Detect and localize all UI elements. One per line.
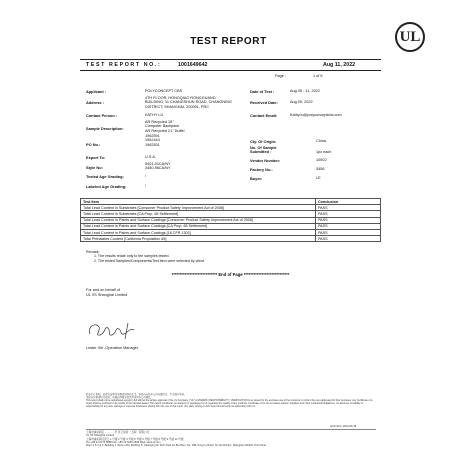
report-no-label: TEST REPORT NO.: xyxy=(86,62,162,68)
contact-person-label: Contact Person : xyxy=(86,113,118,118)
footer-company: UL VS Shanghai Limited xyxy=(86,434,115,438)
po-line: 1962591 xyxy=(145,134,160,138)
footer-cn-company: 上海市浦东新区…………号 优艾实验（上海）有限公司 xyxy=(86,431,149,434)
footer-cn-line: 除非另有说明，此报告结果仅对测试的样品负责。本报告未经本公司书面许可，不可部分复制。 xyxy=(86,393,187,396)
contact-email-value: Kathy.lu@polyconceptcbs.com xyxy=(290,113,342,117)
footer-divider xyxy=(86,429,376,430)
remark-item: 2. The tested Samples/Components/Test item were selected by client. xyxy=(94,258,205,263)
signature-image xyxy=(84,318,144,342)
address-line: BUILDING, 11 CHANGSHUN ROAD, CHANGNING xyxy=(145,100,232,105)
labeled-age-grading-value: / xyxy=(145,184,147,188)
sample-line: AR Recycled 21" Duffel xyxy=(145,128,185,133)
style-no-label: Style No: xyxy=(86,165,103,170)
buyer-label: Buyer: xyxy=(250,176,263,181)
tested-age-grading-value: / xyxy=(145,174,147,178)
ul-logo: UL xyxy=(395,22,425,52)
col-conclusion: Conclusion xyxy=(316,199,381,205)
test-item: Total Lead Content in Paints and Surface Coatings [CA Prop. 65 Settlement] xyxy=(81,223,316,229)
footer-company-block xyxy=(86,431,376,447)
sample-line: AR Recycled 15" xyxy=(145,120,174,124)
footer-cn-line: 本报告仅供委托方使用，如需获得更多信息请访问本公司网站。 xyxy=(86,396,153,400)
address-line: 4TH FLOOR, HONGQIAO RONGGUANG xyxy=(145,96,216,100)
remark-item: 1. The results relate only to the samples tested. xyxy=(94,254,170,259)
date-of-test-label: Date of Test : xyxy=(250,89,275,94)
factory-no-label: Factory No.: xyxy=(250,167,273,172)
po-no-value xyxy=(145,134,160,147)
test-item: Total Phthalates Content [California Proposition 65] xyxy=(81,236,316,242)
page-value: 1 of 6 xyxy=(313,74,323,78)
footer-doc-number: QCP-013 / 2019-06-18 xyxy=(330,425,357,428)
col-test-item: Test Item xyxy=(81,199,316,205)
signer-name: Lester Xie -Operation Manager xyxy=(86,346,139,350)
table-row xyxy=(81,236,381,242)
footer-cn-address: 上海市浦东新区张江 1 号楼 2 号楼 3 号楼 5 号楼 6 号楼 7 号楼 8 号楼 9 号楼 10 号楼 xyxy=(86,437,184,441)
page-label: Page : xyxy=(275,74,286,78)
signoff-company: UL VS Shanghai Limited xyxy=(86,293,128,297)
contact-person-value: KATHY LU xyxy=(145,113,164,117)
factory-no-value: 3456 xyxy=(316,167,325,171)
report-number: 1001649642 xyxy=(178,62,208,68)
export-to-label: Export To: xyxy=(86,155,106,160)
divider-top xyxy=(80,59,381,60)
sample-description-label: Sample Description: xyxy=(86,126,124,131)
sample-count-label: No. Of Sample Submitted : xyxy=(250,145,277,155)
style-no-value xyxy=(145,162,171,171)
test-item: Total Lead Content in Paints and Surface Coatings [16 CFR 1303] xyxy=(81,229,316,235)
address-line: DISTRICT, SHANGHAI, 200051, PRC xyxy=(145,104,209,109)
results-table xyxy=(80,198,381,242)
address-label: Address : xyxy=(86,100,104,105)
applicant-label: Applicant : xyxy=(86,89,107,94)
vendor-number-value: 10502 xyxy=(316,158,327,162)
footer-tel: Tel: +86 21 6176 5888 Fax: +86 21 6091 6699 Web: www.ul.com xyxy=(86,440,161,444)
test-item: Total Lead Content in Paints and Surface Coatings [Consumer Product Safety Improvement Act of 2008] xyxy=(81,217,316,223)
conclusion: PASS xyxy=(316,205,381,211)
conclusion: PASS xyxy=(316,223,381,229)
test-item: Total Lead Content in Substrates [Consumer Product Safety Improvement Act of 2008] xyxy=(81,205,316,211)
contact-email-label: Contact Email: xyxy=(250,113,278,118)
conclusion: PASS xyxy=(316,217,381,223)
footer-disclaimer xyxy=(86,393,376,408)
tested-age-grading-label: Tested Age Grading: xyxy=(86,174,124,179)
applicant-value: POLYCONCEPT CBS xyxy=(145,89,183,93)
date-of-test-value: Aug 05 - 11, 2022 xyxy=(290,89,320,93)
conclusion: PASS xyxy=(316,229,381,235)
report-title: TEST REPORT xyxy=(190,36,267,47)
address-value xyxy=(145,96,232,109)
received-date-value: Aug 05, 2022 xyxy=(290,100,313,104)
country-of-origin-label: Cty. Of Origin: xyxy=(250,139,277,144)
signoff-on-behalf: For and on behalf of xyxy=(86,288,120,292)
style-line: 3450-96CA/NY xyxy=(145,166,171,171)
export-to-value: U.S.A. xyxy=(145,155,156,159)
divider-bottom xyxy=(80,70,381,71)
po-no-label: PO No.: xyxy=(86,142,101,147)
footer-en-text: This report shall not be reproduced except in full without the written approval of the UL Company. ("UL") ULTERMS | RESPONSIBILITY | VERIFICATION is an issued for the exclusive use of the Customer to whom they are addressed for their purposes. Any Certificate of a report shall be confined to the results of the samples tested. This report constitutes no warranty or guarantee by UL regarding the quality of any products. Certificate of UL do not relieve sellers / suppliers from their contractual obligations. UL assumes no liability or responsibility for any loss, damage or expense howsoever arising from the use of this report. Any party relying on this report should verify its authenticity with UL. xyxy=(86,399,373,409)
sample-line: Computer Backpack xyxy=(145,124,180,129)
po-line: 1962531 xyxy=(145,142,160,147)
vendor-number-label: Vendor Number: xyxy=(250,158,281,163)
po-line: 1962444 xyxy=(145,138,160,143)
received-date-label: Received Date: xyxy=(250,100,278,105)
remark-block xyxy=(86,250,205,263)
conclusion: PASS xyxy=(316,211,381,217)
sample-description-value xyxy=(145,120,184,133)
country-of-origin-value: China xyxy=(316,139,326,143)
sample-count-value: 1pc each xyxy=(316,150,332,154)
buyer-value: LE xyxy=(316,176,321,180)
test-item: Total Lead Content in Substrates [CA Prop. 65 Settlement] xyxy=(81,211,316,217)
labeled-age-grading-label: Labeled Age Grading: xyxy=(86,184,127,189)
footer-en-address: Floor 1 & 2 & 3, Building 1, Room 103, Building 5, Caohejing HI Tech Park Jiu Bei Rein, No. 188, Ping Fu Road, Xu Hui District, Shanghai 200231, P.R.China xyxy=(86,444,266,448)
end-of-page: **************************** End of Page **************************** xyxy=(171,272,290,277)
remark-label: Remark: xyxy=(86,250,100,254)
style-line: 5401-01CA/NY xyxy=(145,162,171,166)
report-date: Aug 11, 2022 xyxy=(323,62,356,68)
conclusion: PASS xyxy=(316,236,381,242)
